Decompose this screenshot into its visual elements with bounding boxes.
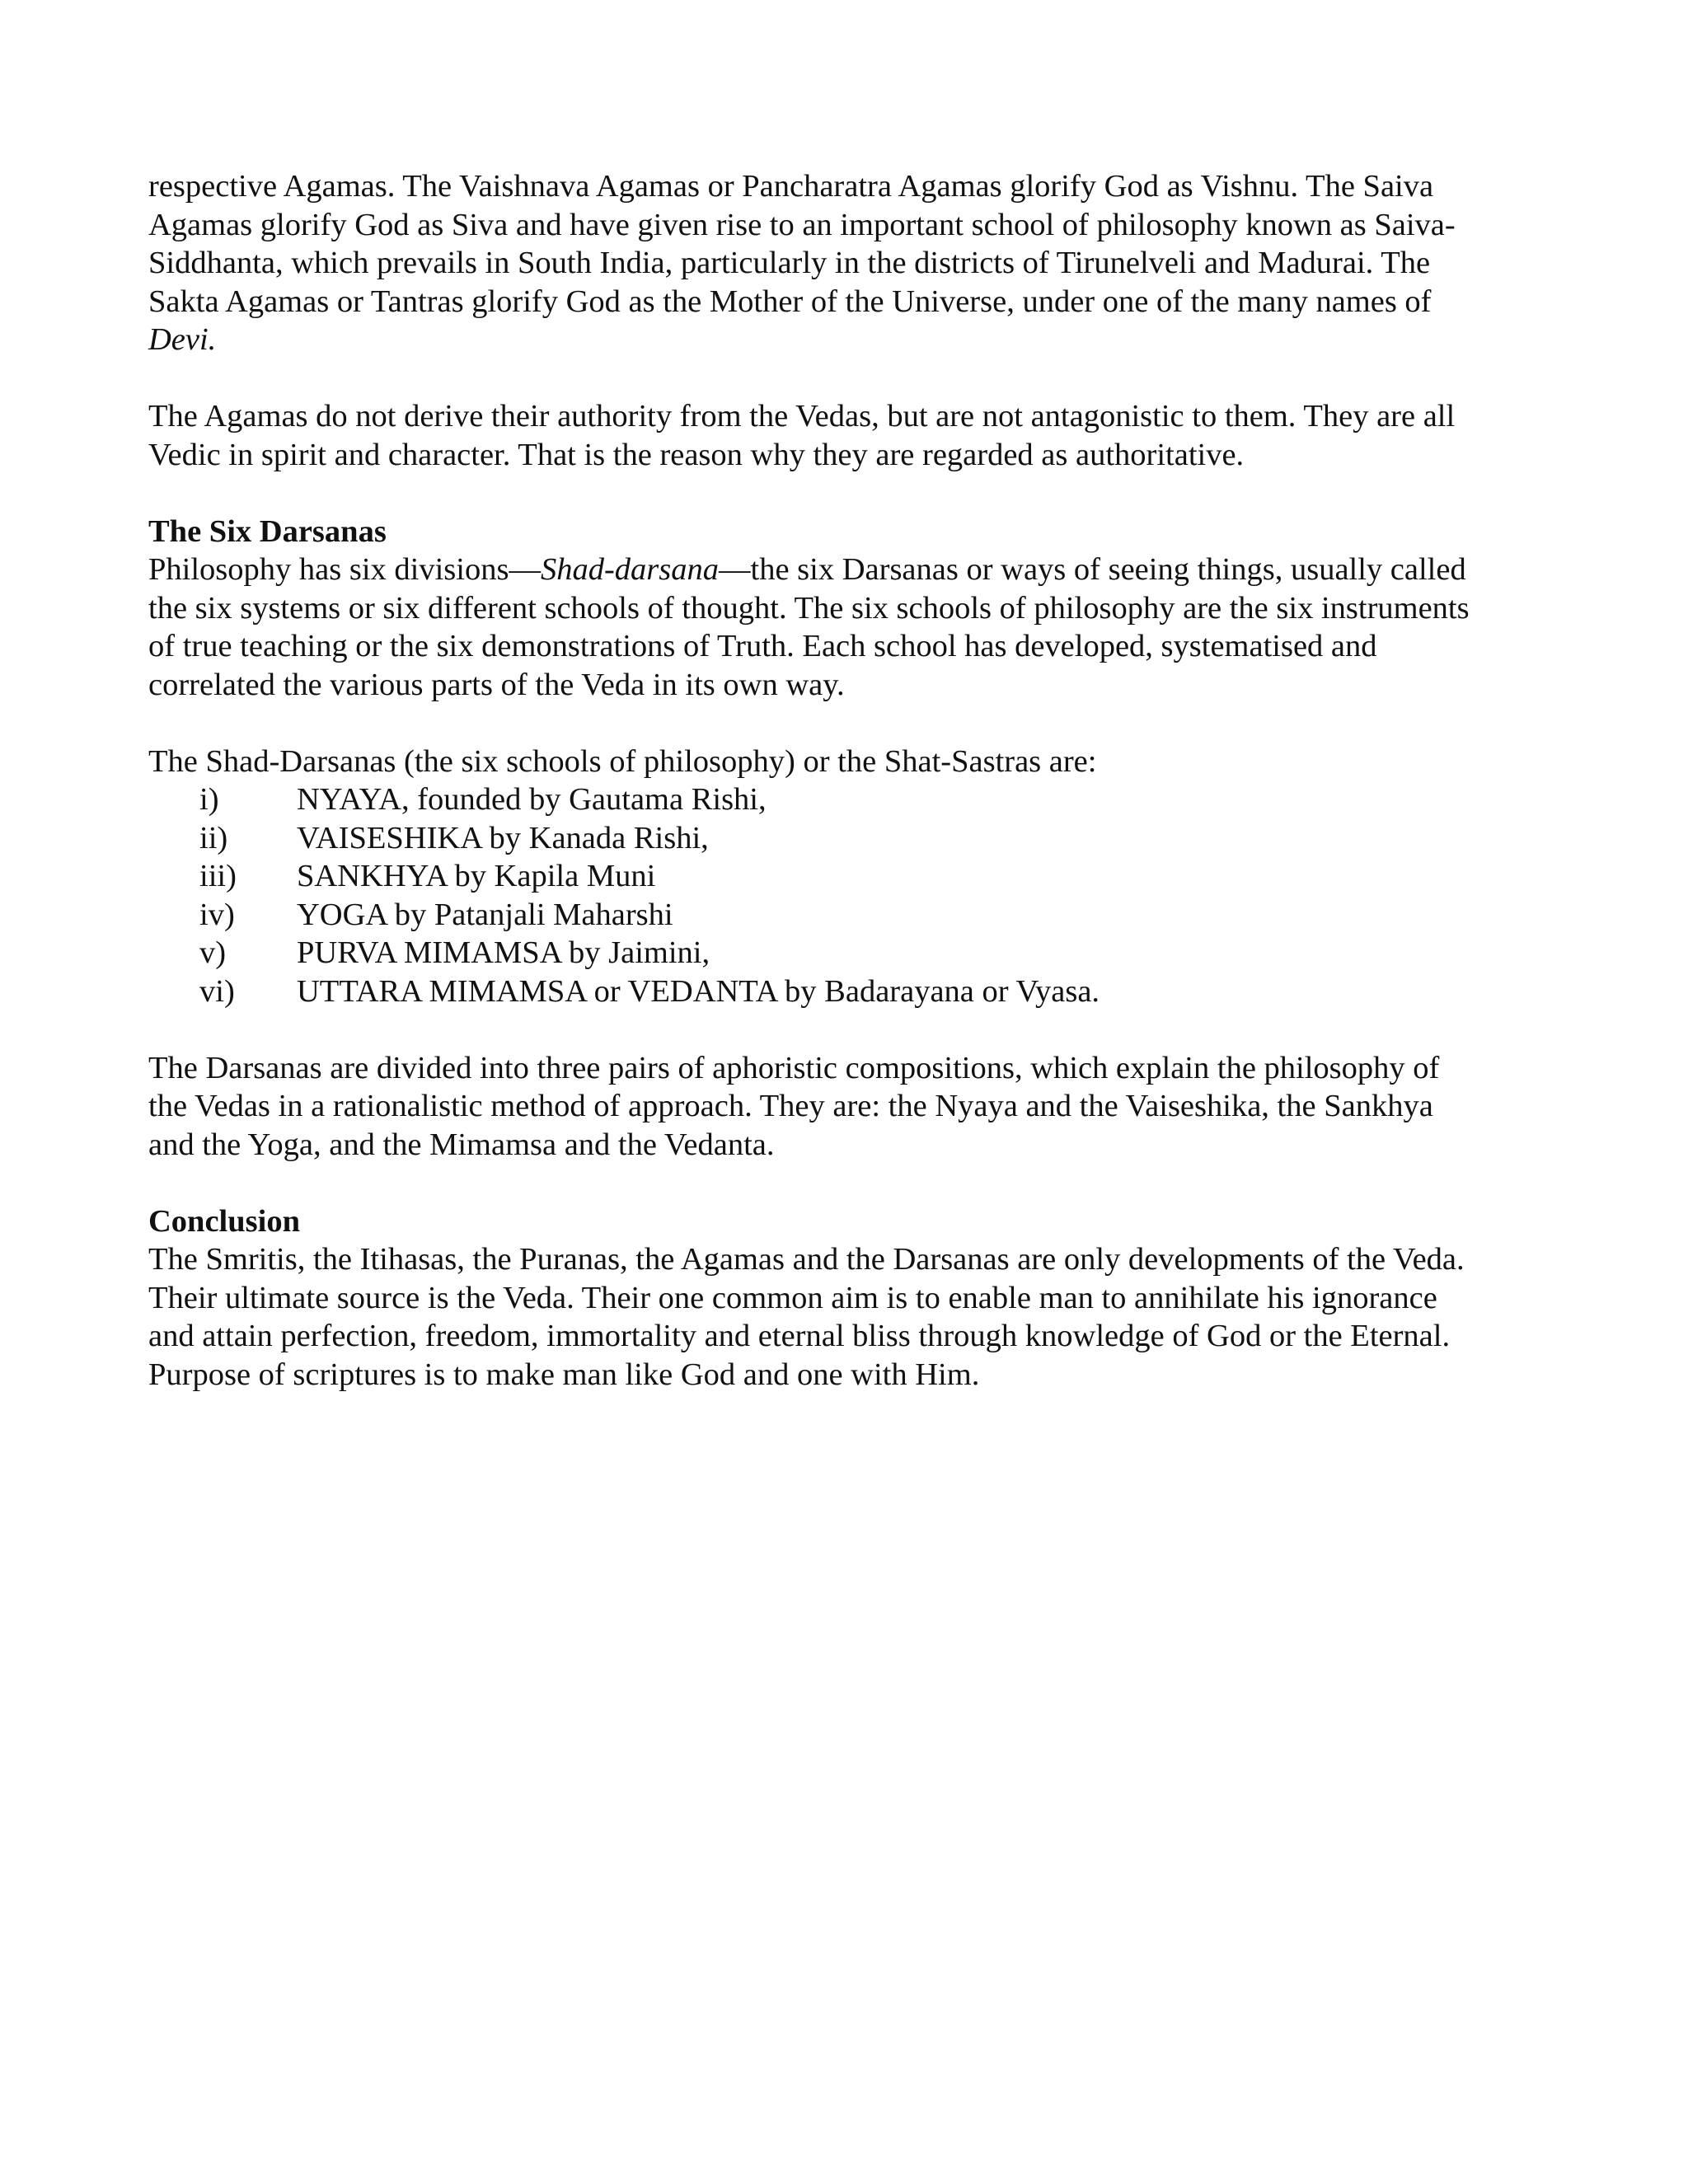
paragraph-gap <box>148 704 1550 743</box>
list-item-text: VAISESHIKA by Kanada Rishi, <box>297 820 709 855</box>
text-line: Siddhanta, which prevails in South India, particularly in the districts of Tirunelveli and Madurai. The <box>148 246 1431 280</box>
paragraph-agamas <box>148 167 1550 359</box>
section-heading: Conclusion <box>148 1203 301 1239</box>
paragraph-darsana-pairs <box>148 1049 1550 1165</box>
text-line: The Agamas do not derive their authority from the Vedas, but are not antagonistic to them. They are all <box>148 399 1456 434</box>
list-item-text: UTTARA MIMAMSA or VEDANTA by Badarayana or Vyasa. <box>297 973 1100 1009</box>
text-line: Purpose of scriptures is to make man like God and one with Him. <box>148 1357 980 1392</box>
text-line: and attain perfection, freedom, immortality and eternal bliss through knowledge of God or the Eternal. <box>148 1319 1451 1353</box>
section-six-darsanas <box>148 513 1550 705</box>
text-line: the Vedas in a rationalistic method of approach. They are: the Nyaya and the Vaiseshika, the Sankhya <box>148 1089 1433 1123</box>
text-line: the six systems or six different schools of thought. The six schools of philosophy are the six instruments <box>148 590 1470 626</box>
section-heading: The Six Darsanas <box>148 513 387 549</box>
text-line: The Smritis, the Itihasas, the Puranas, the Agamas and the Darsanas are only developments of the Veda. <box>148 1242 1465 1277</box>
list-item <box>148 780 1550 819</box>
text-line: Agamas glorify God as Siva and have given rise to an important school of philosophy known as Saiva- <box>148 207 1456 242</box>
text-line <box>148 551 1550 589</box>
section-conclusion <box>148 1202 1550 1394</box>
paragraph-authority <box>148 397 1550 474</box>
text-line: and the Yoga, and the Mimamsa and the Vedanta. <box>148 1127 775 1162</box>
list-item <box>148 972 1550 1011</box>
text-line: correlated the various parts of the Veda in its own way. <box>148 667 845 702</box>
document-page <box>148 167 1550 1394</box>
list-item-text: NYAYA, founded by Gautama Rishi, <box>297 782 767 817</box>
list-item-number: v) <box>199 935 227 970</box>
list-item-number: vi) <box>199 973 235 1009</box>
paragraph-gap <box>148 1010 1550 1049</box>
emphasis-devi: Devi. <box>148 322 217 357</box>
emphasis-shad-darsana: Shad-darsana <box>540 552 720 587</box>
list-item <box>148 819 1550 858</box>
list-intro: The Shad-Darsanas (the six schools of philosophy) or the Shat-Sastras are: <box>148 743 1097 779</box>
text-fragment: —the six Darsanas or ways of seeing things, usually called <box>719 552 1466 587</box>
text-line <box>148 321 1550 359</box>
list-item <box>148 934 1550 972</box>
list-item-number: iii) <box>199 859 237 893</box>
paragraph-gap <box>148 1164 1550 1202</box>
list-item-text: SANKHYA by Kapila Muni <box>297 859 656 893</box>
text-line: The Darsanas are divided into three pairs of aphoristic compositions, which explain the philosophy of <box>148 1050 1440 1085</box>
paragraph-gap <box>148 474 1550 513</box>
list-item <box>148 857 1550 896</box>
list-item <box>148 896 1550 935</box>
list-item-number: iv) <box>199 897 235 932</box>
darsanas-list <box>148 780 1550 1010</box>
text-fragment: Philosophy has six divisions— <box>148 552 541 587</box>
list-item-number: i) <box>199 782 219 817</box>
text-line: Vedic in spirit and character. That is the reason why they are regarded as authoritative. <box>148 437 1245 472</box>
text-line: of true teaching or the six demonstrations of Truth. Each school has developed, systematised and <box>148 629 1377 663</box>
text-line: respective Agamas. The Vaishnava Agamas or Pancharatra Agamas glorify God as Vishnu. The Saiva <box>148 169 1434 204</box>
darsanas-list-block <box>148 743 1550 1011</box>
text-line: Their ultimate source is the Veda. Their one common aim is to enable man to annihilate his ignorance <box>148 1280 1437 1315</box>
text-line: Sakta Agamas or Tantras glorify God as the Mother of the Universe, under one of the many names of <box>148 284 1432 319</box>
list-item-text: YOGA by Patanjali Maharshi <box>297 897 673 932</box>
paragraph-gap <box>148 359 1550 398</box>
list-item-number: ii) <box>199 820 228 855</box>
list-item-text: PURVA MIMAMSA by Jaimini, <box>297 935 710 970</box>
